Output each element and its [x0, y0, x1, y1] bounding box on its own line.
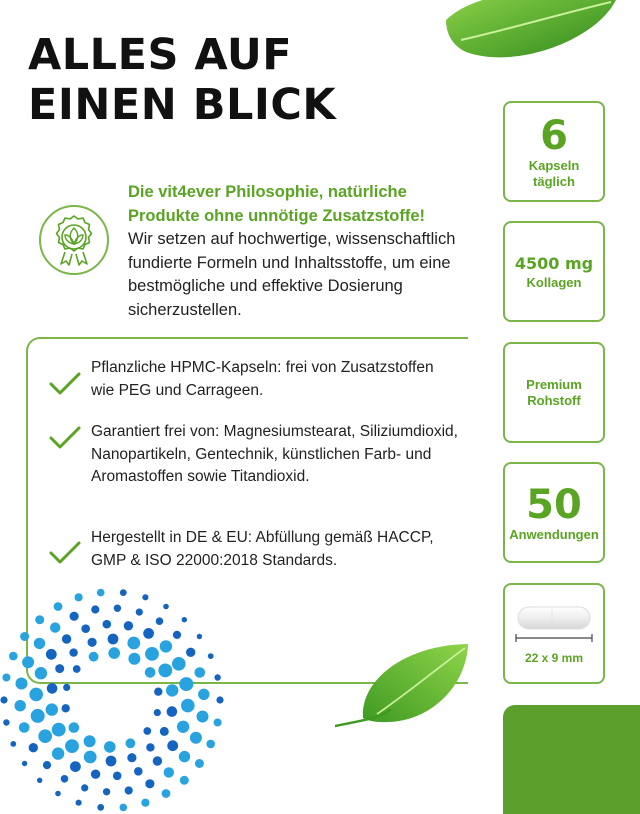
- stat-label: täglich: [533, 173, 575, 189]
- dot: [22, 656, 34, 668]
- check-icon: [48, 425, 82, 451]
- dot: [3, 719, 9, 725]
- dot: [43, 761, 51, 769]
- dot: [158, 664, 172, 678]
- stat-card-capsules: [503, 101, 605, 202]
- dot: [22, 761, 27, 766]
- dot: [145, 647, 159, 661]
- dot: [162, 789, 171, 798]
- dot: [84, 751, 97, 764]
- dot: [206, 740, 215, 749]
- dot: [2, 674, 10, 682]
- check-icon: [48, 540, 82, 566]
- dot: [16, 678, 28, 690]
- dot: [198, 689, 209, 700]
- headline-line-2: EINEN BLICK: [28, 80, 337, 130]
- stat-card-uses: [503, 462, 605, 563]
- dot: [61, 704, 69, 712]
- dot: [172, 657, 186, 671]
- intro-block: [128, 181, 458, 322]
- stat-card-size: [503, 583, 605, 684]
- dot: [103, 620, 112, 629]
- dot: [181, 699, 195, 713]
- dot: [20, 632, 29, 641]
- feature-text: Hergestellt in DE & EU: Abfüllung gemäß HACCP, GMP & ISO 22000:2018 Standards.: [91, 529, 434, 569]
- dot: [160, 640, 172, 652]
- dot: [88, 638, 97, 647]
- dot: [35, 615, 44, 624]
- dot: [163, 604, 169, 610]
- dot: [76, 800, 82, 806]
- dot: [9, 652, 18, 661]
- dot: [167, 706, 178, 717]
- dot: [208, 653, 214, 659]
- dot: [50, 622, 60, 632]
- dot: [52, 747, 64, 759]
- dot: [145, 779, 154, 788]
- dot: [136, 609, 143, 616]
- dot: [195, 667, 206, 678]
- dot: [141, 799, 149, 807]
- dot: [179, 677, 193, 691]
- dot: [52, 723, 66, 737]
- dot: [127, 637, 140, 650]
- dot: [46, 649, 57, 660]
- dot: [106, 756, 117, 767]
- dot: [153, 756, 162, 765]
- dot: [120, 804, 128, 812]
- feature-text: Garantiert frei von: Magnesiumstearat, Siliziumdioxid, Nanopartikeln, Gentechnik, künstlichen Farb- und Aromastoffen sowie Titandioxid.: [91, 423, 458, 485]
- dot: [125, 786, 133, 794]
- dot: [69, 722, 80, 733]
- dot: [197, 634, 202, 639]
- dot: [182, 617, 187, 622]
- dot: [70, 761, 81, 772]
- dot: [128, 653, 140, 665]
- dot: [214, 719, 222, 727]
- dot: [166, 684, 178, 696]
- dot: [10, 741, 16, 747]
- dot: [103, 788, 110, 795]
- dot: [62, 634, 71, 643]
- dot: [125, 738, 135, 748]
- dot: [177, 721, 189, 733]
- stat-label: Anwendungen: [509, 526, 599, 542]
- dot: [97, 589, 105, 597]
- stat-label: Rohstoff: [527, 392, 581, 408]
- dot: [55, 664, 64, 673]
- capsule-icon: [512, 603, 596, 645]
- feature-text: Pflanzliche HPMC-Kapseln: frei von Zusatzstoffen wie PEG und Carrageen.: [91, 359, 434, 399]
- dot: [75, 593, 83, 601]
- dot: [73, 665, 81, 673]
- dot: [29, 688, 43, 702]
- natural-badge-icon: [38, 204, 110, 276]
- green-corner-block: [503, 705, 640, 814]
- dot: [190, 732, 202, 744]
- dot: [91, 770, 100, 779]
- dot: [91, 605, 99, 613]
- dot: [35, 667, 47, 679]
- dot: [154, 688, 162, 696]
- dot: [120, 589, 127, 596]
- dot: [54, 602, 63, 611]
- dot: [61, 775, 69, 783]
- dot: [216, 696, 223, 703]
- leaf-icon: [335, 640, 470, 730]
- dot: [69, 648, 77, 656]
- dot: [81, 624, 90, 633]
- dot: [124, 621, 133, 630]
- dot: [84, 735, 96, 747]
- intro-lead: Die vit4ever Philosophie, natürliche Produkte ohne unnötige Zusatzstoffe!: [128, 183, 425, 225]
- page-title: [28, 30, 388, 130]
- dot: [55, 791, 61, 797]
- dot: [160, 727, 169, 736]
- stat-label: Kapseln: [528, 157, 580, 173]
- dot: [81, 784, 88, 791]
- dot: [104, 741, 116, 753]
- stat-card-premium: [503, 342, 605, 443]
- dot: [97, 804, 104, 811]
- dot: [173, 631, 181, 639]
- dot: [146, 743, 154, 751]
- dot: [15, 700, 26, 711]
- dot: [180, 776, 189, 785]
- dot: [70, 612, 79, 621]
- dot: [143, 628, 154, 639]
- dot: [108, 634, 119, 645]
- dot: [47, 683, 58, 694]
- dot: [34, 638, 45, 649]
- dot: [143, 727, 151, 735]
- dot: [0, 696, 7, 703]
- dot: [167, 740, 178, 751]
- dot: [65, 739, 79, 753]
- stat-value: 50: [526, 481, 582, 528]
- stat-label: Premium: [526, 376, 582, 392]
- dot: [31, 709, 45, 723]
- dot: [38, 729, 52, 743]
- headline-line-1: ALLES AUF: [28, 30, 293, 80]
- dot: [114, 605, 121, 612]
- dot: [134, 767, 143, 776]
- dot: [46, 703, 58, 715]
- stat-value: 6: [540, 112, 568, 159]
- dot: [156, 617, 164, 625]
- dot: [89, 652, 99, 662]
- intro-body: Wir setzen auf hochwertige, wissenschaftlich fundierte Formeln und Inhaltsstoffe, um eine bestmögliche und effektive Dosierung sicherzustellen.: [128, 230, 456, 319]
- dot: [37, 778, 42, 783]
- dot-pattern-graphic: [0, 575, 230, 814]
- stat-value: 4500 mg: [514, 253, 594, 273]
- dot: [127, 753, 136, 762]
- dot: [195, 759, 204, 768]
- dot: [29, 743, 38, 752]
- dot: [154, 709, 161, 716]
- dot: [108, 647, 120, 659]
- dot: [179, 751, 190, 762]
- check-icon: [48, 371, 82, 397]
- dot: [214, 674, 220, 680]
- stat-label: Kollagen: [526, 274, 582, 290]
- dot: [19, 722, 30, 733]
- dot: [145, 667, 156, 678]
- capsule-dimensions: 22 x 9 mm: [524, 650, 584, 665]
- dot: [197, 711, 209, 723]
- leaf-icon: [446, 0, 616, 60]
- dot: [142, 594, 148, 600]
- stat-card-collagen: [503, 221, 605, 322]
- dot: [113, 772, 122, 781]
- dot: [186, 648, 195, 657]
- dot: [164, 767, 174, 777]
- dot: [63, 684, 70, 691]
